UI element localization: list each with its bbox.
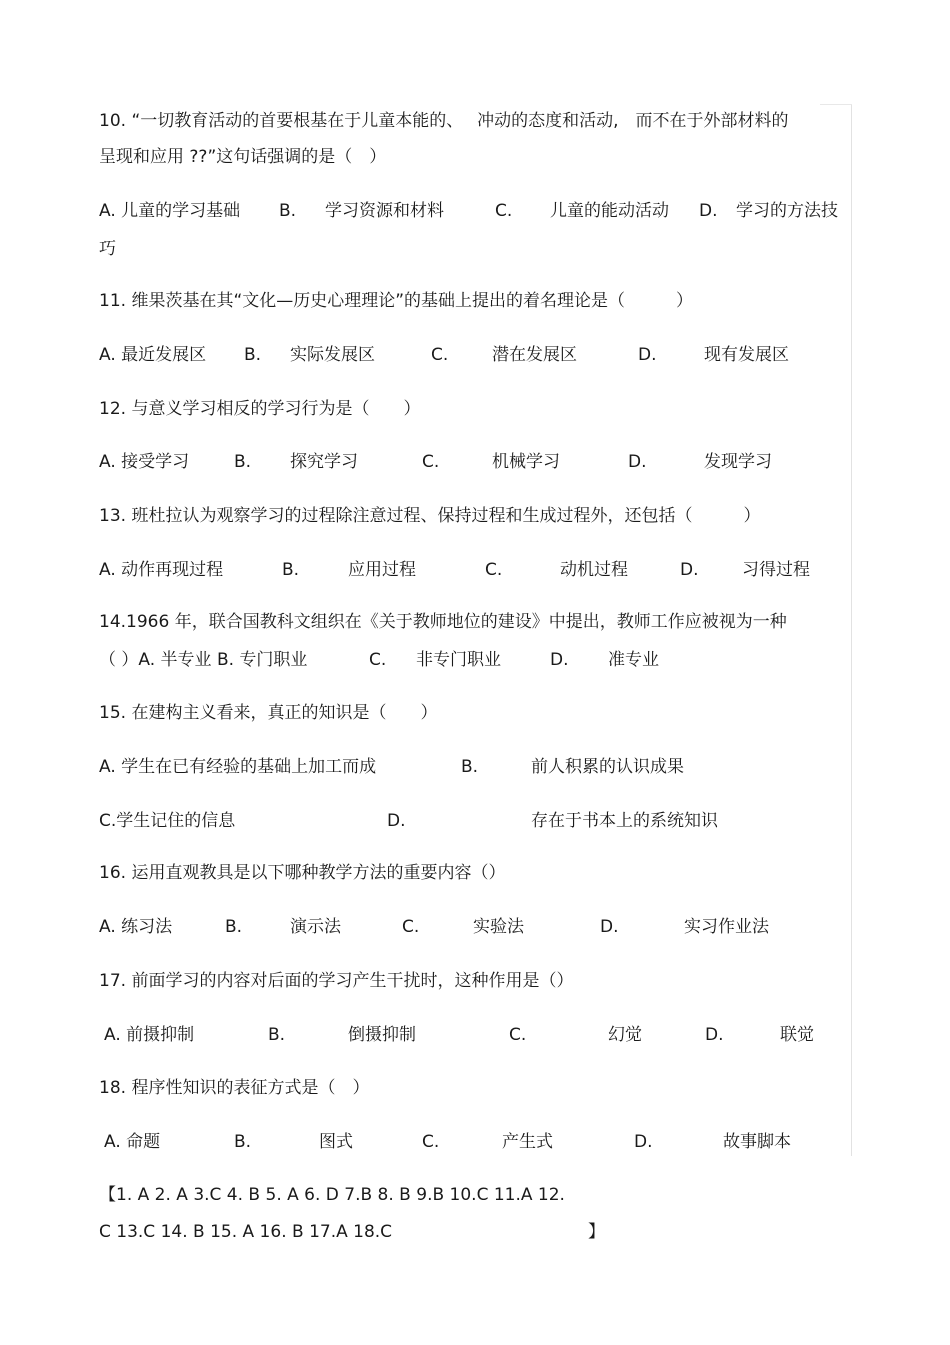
option-d: 故事脚本 bbox=[723, 1132, 791, 1152]
option-d-letter: D. bbox=[705, 1025, 724, 1045]
option-c: 幻觉 bbox=[608, 1025, 642, 1045]
option-d-letter: D. bbox=[387, 811, 406, 831]
option-a: A. 接受学习 bbox=[99, 452, 190, 472]
option-b-letter: B. bbox=[461, 757, 479, 777]
answer-key-close-bracket: 】 bbox=[588, 1222, 605, 1242]
question-15-stem: 15. 在建构主义看来，真正的知识是（ ） bbox=[99, 703, 438, 723]
option-c: 机械学习 bbox=[492, 452, 560, 472]
option-d-letter: D. bbox=[634, 1132, 653, 1152]
option-a: A. 学生在已有经验的基础上加工而成 bbox=[99, 757, 377, 777]
question-13-stem: 13. 班杜拉认为观察学习的过程除注意过程、保持过程和生成过程外，还包括（ ） bbox=[99, 506, 761, 526]
option-c: 非专门职业 bbox=[416, 650, 501, 670]
question-17-stem: 17. 前面学习的内容对后面的学习产生干扰时，这种作用是（） bbox=[99, 971, 574, 991]
question-16-stem: 16. 运用直观教具是以下哪种教学方法的重要内容（） bbox=[99, 863, 506, 883]
option-b-letter: B. bbox=[279, 201, 297, 221]
option-b: 倒摄抑制 bbox=[348, 1025, 416, 1045]
option-b-letter: B. bbox=[225, 917, 243, 937]
option-b-letter: B. bbox=[234, 1132, 252, 1152]
option-d: 现有发展区 bbox=[704, 345, 789, 365]
option-d-letter: D. bbox=[680, 560, 699, 580]
option-b: 图式 bbox=[319, 1132, 353, 1152]
option-c: 产生式 bbox=[502, 1132, 553, 1152]
option-b-letter: B. bbox=[244, 345, 262, 365]
option-c-letter: C. bbox=[431, 345, 449, 365]
option-b-letter: B. bbox=[268, 1025, 286, 1045]
question-18-stem: 18. 程序性知识的表征方式是（ ） bbox=[99, 1078, 370, 1098]
option-d-letter: D. bbox=[638, 345, 657, 365]
option-d-letter: D. bbox=[628, 452, 647, 472]
option-a: A. 练习法 bbox=[99, 917, 173, 937]
option-b: 应用过程 bbox=[348, 560, 416, 580]
page-frame-right-border bbox=[851, 104, 852, 1156]
option-c-letter: C. bbox=[402, 917, 420, 937]
option-b-letter: B. bbox=[282, 560, 300, 580]
option-d: 联觉 bbox=[780, 1025, 814, 1045]
option-d: 习得过程 bbox=[742, 560, 810, 580]
option-d-letter: D. bbox=[699, 201, 718, 221]
option-c: 动机过程 bbox=[560, 560, 628, 580]
option-b-letter: B. bbox=[234, 452, 252, 472]
option-d-letter: D. bbox=[550, 650, 569, 670]
question-10-option-d-continued: 巧 bbox=[99, 239, 116, 259]
question-10-stem-line-2: 呈现和应用 ??”这句话强调的是（ ） bbox=[99, 147, 387, 167]
option-c-letter: C. bbox=[509, 1025, 527, 1045]
question-11-stem: 11. 维果茨基在其“文化—历史心理理论”的基础上提出的着名理论是（ ） bbox=[99, 291, 694, 311]
question-10-stem-line-1: 10. “一切教育活动的首要根基在于儿童本能的、 冲动的态度和活动, 而不在于外部材料的 bbox=[99, 111, 789, 131]
option-c: 潜在发展区 bbox=[492, 345, 577, 365]
option-d: 实习作业法 bbox=[684, 917, 769, 937]
option-d: 存在于书本上的系统知识 bbox=[531, 811, 718, 831]
option-a: A. 最近发展区 bbox=[99, 345, 207, 365]
option-a: A. 命题 bbox=[104, 1132, 161, 1152]
option-c: 实验法 bbox=[473, 917, 524, 937]
option-d: 准专业 bbox=[608, 650, 659, 670]
answer-key-line-1: 【1. A 2. A 3.C 4. B 5. A 6. D 7.B 8. B 9.B 10.C 11.A 12. bbox=[99, 1185, 565, 1205]
option-c-letter: C. bbox=[495, 201, 513, 221]
answer-key-values: C 13.C 14. B 15. A 16. B 17.A 18.C bbox=[99, 1222, 393, 1242]
option-b: 探究学习 bbox=[290, 452, 358, 472]
option-c-letter: C. bbox=[422, 1132, 440, 1152]
option-a-b: （ ）A. 半专业 B. 专门职业 bbox=[99, 650, 308, 670]
option-c: 儿童的能动活动 bbox=[550, 201, 669, 221]
option-d-letter: D. bbox=[600, 917, 619, 937]
page-frame-top-border bbox=[820, 104, 852, 105]
question-12-stem: 12. 与意义学习相反的学习行为是（ ） bbox=[99, 399, 421, 419]
question-14-stem-line-1: 14.1966 年，联合国教科文组织在《关于教师地位的建设》中提出，教师工作应被视为一种 bbox=[99, 612, 787, 632]
option-c-letter: C. bbox=[369, 650, 387, 670]
option-d: 学习的方法技 bbox=[736, 201, 838, 221]
option-a: A. 儿童的学习基础 bbox=[99, 201, 241, 221]
option-b: 学习资源和材料 bbox=[325, 201, 444, 221]
option-b: 前人积累的认识成果 bbox=[531, 757, 684, 777]
option-c-letter: C. bbox=[485, 560, 503, 580]
option-c-letter: C. bbox=[422, 452, 440, 472]
option-b: 演示法 bbox=[290, 917, 341, 937]
option-b: 实际发展区 bbox=[290, 345, 375, 365]
option-a: A. 动作再现过程 bbox=[99, 560, 224, 580]
option-d: 发现学习 bbox=[704, 452, 772, 472]
option-c: C.学生记住的信息 bbox=[99, 811, 236, 831]
option-a: A. 前摄抑制 bbox=[104, 1025, 195, 1045]
